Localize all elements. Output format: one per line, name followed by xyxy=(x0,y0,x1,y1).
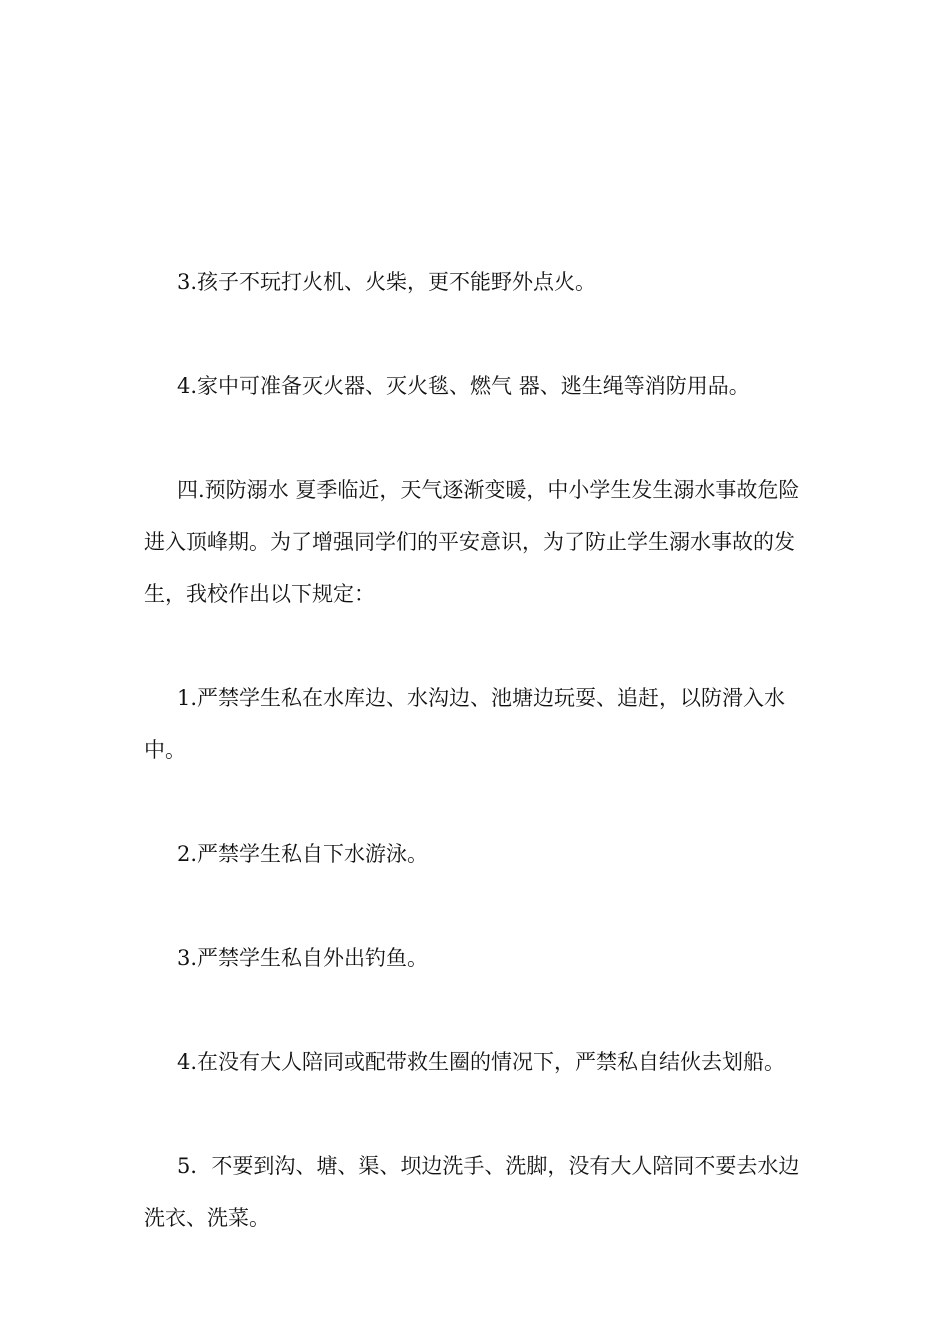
paragraph-drowning-2: 2.严禁学生私自下水游泳。 xyxy=(177,842,429,866)
paragraph-drowning-3: 3.严禁学生私自外出钓鱼。 xyxy=(177,946,429,970)
paragraph-drowning-4: 4.在没有大人陪同或配带救生圈的情况下，严禁私自结伙去划船。 xyxy=(177,1050,786,1074)
paragraph-drowning-intro: 四.预防溺水 夏季临近，天气逐渐变暖，中小学生发生溺水事故危险进入顶峰期。为了增强同学们的平安意识，为了防止学生溺水事故的发生，我校作出以下规定： xyxy=(144,478,800,606)
document-body xyxy=(144,256,810,1244)
paragraph-fire-3: 3.孩子不玩打火机、火柴，更不能野外点火。 xyxy=(177,270,597,294)
paragraph-fire-4: 4.家中可准备灭火器、灭火毯、燃气 器、逃生绳等消防用品。 xyxy=(177,374,750,398)
paragraph-drowning-1: 1.严禁学生私在水库边、水沟边、池塘边玩耍、追赶，以防滑入水中。 xyxy=(144,686,786,762)
paragraph-drowning-5: 5．不要到沟、塘、渠、坝边洗手、洗脚，没有大人陪同不要去水边洗衣、洗菜。 xyxy=(144,1154,800,1230)
